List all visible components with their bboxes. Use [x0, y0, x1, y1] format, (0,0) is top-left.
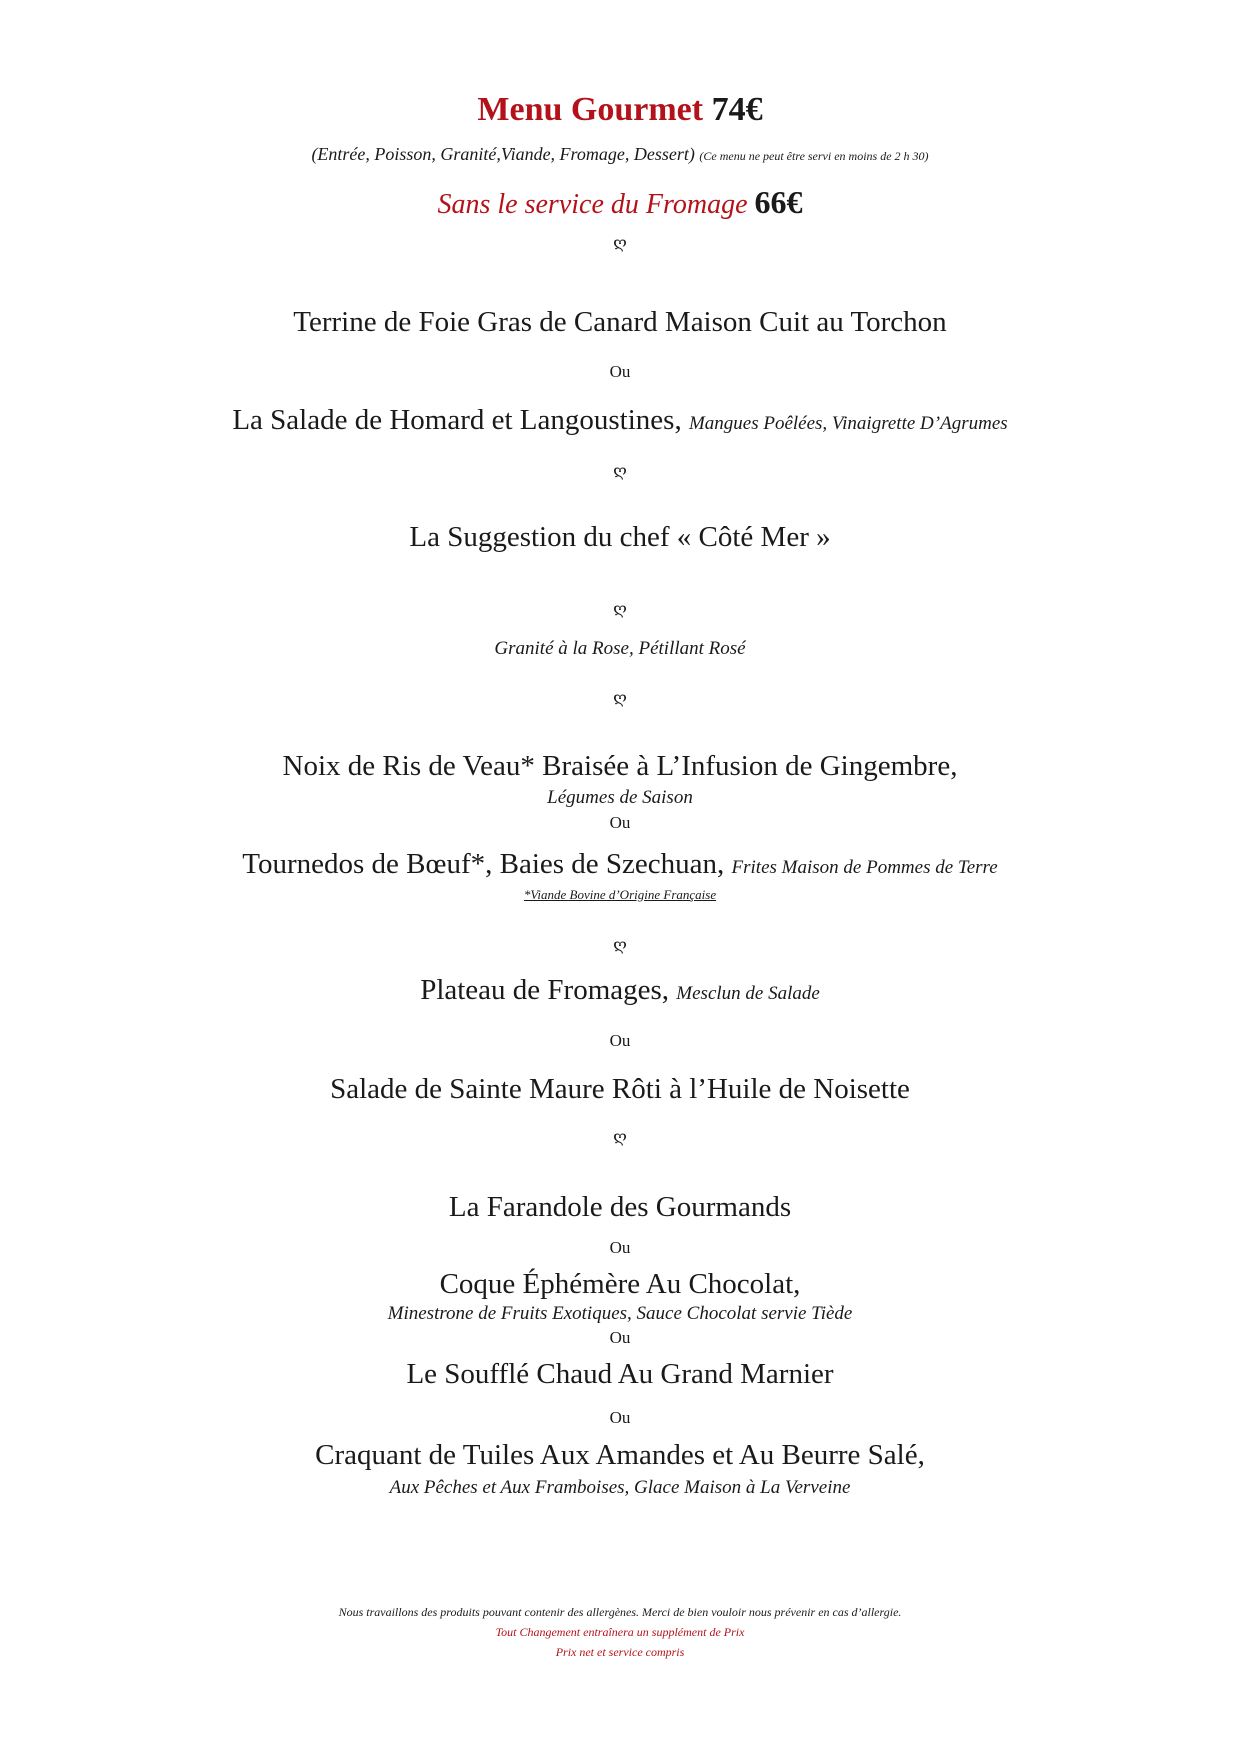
courses-list: (Entrée, Poisson, Granité,Viande, Fromage, Dessert) [311, 144, 695, 164]
ornament-icon: ღ [613, 937, 627, 954]
time-note: (Ce menu ne peut être servi en moins de 2 h 30) [699, 149, 929, 163]
or-separator: Ou [609, 362, 631, 381]
or-separator: Ou [609, 1031, 631, 1050]
viande-dish-2-name: Tournedos de Bœuf*, Baies de Szechuan, [242, 848, 725, 880]
fromage-dish-1 [0, 972, 1240, 1012]
or-separator: Ou [609, 1238, 631, 1257]
granite-dish: Granité à la Rose, Pétillant Rosé [494, 638, 746, 659]
entree-dish-2-side: Mangues Poêlées, Vinaigrette D’Agrumes [688, 413, 1008, 434]
dessert-dish-2: Coque Éphémère Au Chocolat, [439, 1268, 801, 1300]
viande-dish-2 [0, 846, 1240, 886]
fromage-dish-1-name: Plateau de Fromages, [420, 974, 670, 1006]
alt-offer-price: 66€ [754, 184, 803, 220]
entree-dish-2 [0, 402, 1240, 442]
alt-offer [0, 184, 1240, 223]
alt-offer-text: Sans le service du Fromage [437, 189, 748, 220]
or-separator: Ou [609, 1328, 631, 1347]
fromage-dish-2: Salade de Sainte Maure Rôti à l’Huile de Noisette [330, 1073, 910, 1105]
or-separator: Ou [609, 813, 631, 832]
viande-dish-2-side: Frites Maison de Pommes de Terre [731, 857, 998, 878]
viande-dish-1: Noix de Ris de Veau* Braisée à L’Infusion de Gingembre, [282, 750, 958, 782]
beef-origin-note: *Viande Bovine d’Origine Française [523, 887, 717, 902]
dessert-dish-2-side: Minestrone de Fruits Exotiques, Sauce Chocolat servie Tiède [387, 1303, 853, 1324]
dessert-dish-1: La Farandole des Gourmands [448, 1191, 792, 1223]
service-notice: Prix net et service compris [555, 1645, 685, 1659]
fromage-dish-1-side: Mesclun de Salade [676, 983, 820, 1004]
ornament-icon: ღ [613, 690, 627, 707]
or-separator: Ou [609, 1408, 631, 1427]
ornament-icon: ღ [613, 235, 627, 252]
menu-price: 74€ [711, 91, 763, 128]
menu-title [0, 88, 1240, 132]
dessert-dish-4: Craquant de Tuiles Aux Amandes et Au Beurre Salé, [315, 1439, 925, 1471]
entree-dish-1: Terrine de Foie Gras de Canard Maison Cuit au Torchon [293, 306, 947, 338]
dessert-dish-3: Le Soufflé Chaud Au Grand Marnier [406, 1358, 834, 1390]
allergen-notice: Nous travaillons des produits pouvant contenir des allergènes. Merci de bien vouloir nous prévenir en cas d’allergie. [338, 1605, 902, 1619]
supplement-notice: Tout Changement entraînera un supplément de Prix [495, 1625, 745, 1639]
dessert-dish-4-side: Aux Pêches et Aux Framboises, Glace Maison à La Verveine [389, 1477, 851, 1498]
ornament-icon: ღ [613, 463, 627, 480]
menu-courses [0, 142, 1240, 168]
entree-dish-2-name: La Salade de Homard et Langoustines, [232, 404, 682, 436]
ornament-icon: ღ [613, 601, 627, 618]
poisson-dish: La Suggestion du chef « Côté Mer » [409, 521, 831, 553]
ornament-icon: ღ [613, 1129, 627, 1146]
viande-dish-1-side: Légumes de Saison [547, 787, 693, 808]
menu-name: Menu Gourmet [477, 91, 704, 128]
